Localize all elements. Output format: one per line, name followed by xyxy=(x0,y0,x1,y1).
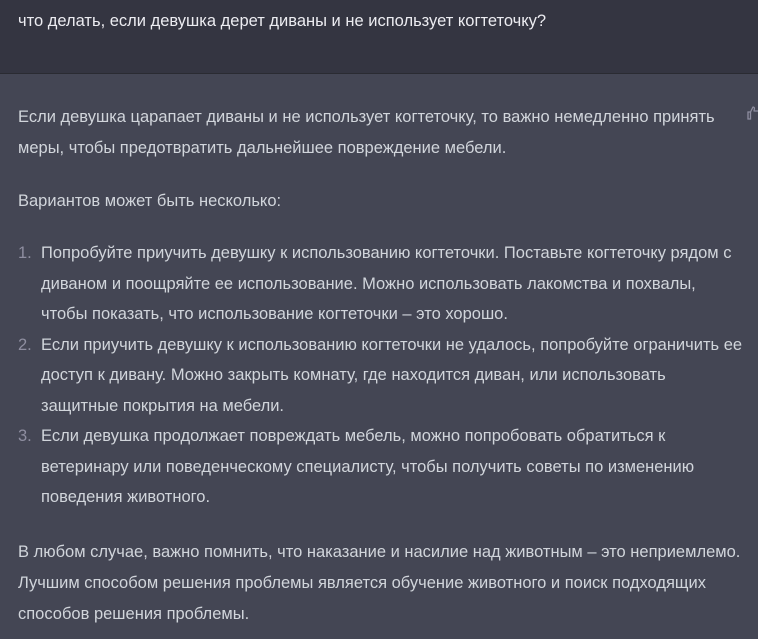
assistant-options-lead: Вариантов может быть несколько: xyxy=(18,192,282,210)
list-item-text: Попробуйте приучить девушку к использованию когтеточки. Поставьте когтеточку рядом с диваном и поощряйте ее использование. Можно использовать лакомства и похвалы, чтобы показать, что использование когтеточки – это хорошо. xyxy=(41,244,732,323)
assistant-intro: Если девушка царапает диваны и не использует когтеточку, то важно немедленно принять меры, чтобы предотвратить дальнейшее повреждение мебели. xyxy=(18,108,715,157)
thumbs-up-icon[interactable] xyxy=(746,105,758,121)
options-list xyxy=(18,238,743,513)
list-item xyxy=(18,238,743,330)
user-message-text: что делать, если девушка дерет диваны и не использует когтеточку? xyxy=(18,12,547,30)
list-item-number: 1. xyxy=(18,244,32,262)
list-item xyxy=(18,330,743,422)
user-message xyxy=(0,0,758,74)
list-item xyxy=(18,421,743,513)
list-item-number: 2. xyxy=(18,335,32,354)
list-item-text: Если девушка продолжает повреждать мебель, можно попробовать обратиться к ветеринару или поведенческому специалисту, чтобы получить советы по изменению поведения животного. xyxy=(41,427,695,506)
list-item-number: 3. xyxy=(18,427,32,445)
list-item-text: Если приучить девушку к использованию когтеточки не удалось, попробуйте ограничить ее доступ к дивану. Можно закрыть комнату, где находится диван, или использовать защитные покрытия на мебели. xyxy=(41,335,743,415)
assistant-message xyxy=(0,75,758,639)
assistant-conclusion: В любом случае, важно помнить, что наказание и насилие над животным – это неприемлемо. Лучшим способом решения проблемы является обучение животного и поиск подходящих способов решения проблемы. xyxy=(18,543,741,623)
